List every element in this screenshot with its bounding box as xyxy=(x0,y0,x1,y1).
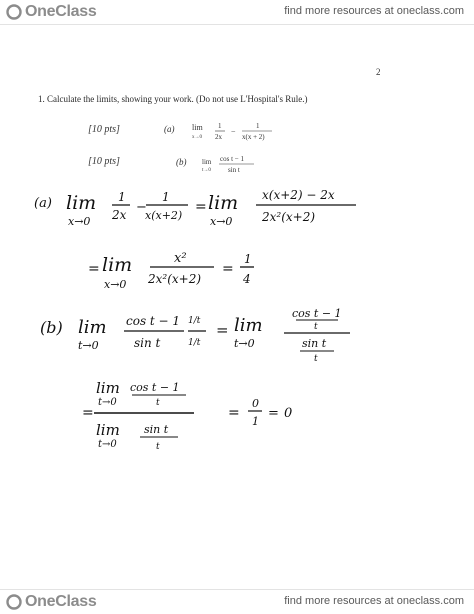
part-a-lim-sub: x→0 xyxy=(192,135,202,140)
svg-text:4: 4 xyxy=(243,272,251,286)
svg-text:cos t − 1: cos t − 1 xyxy=(126,314,181,328)
svg-text:2x²(x+2): 2x²(x+2) xyxy=(262,210,316,224)
part-a-label: (a) xyxy=(164,124,175,134)
problem-statement: 1. Calculate the limits, showing your work. (Do not use L'Hospital's Rule.) xyxy=(38,94,308,104)
svg-text:t: t xyxy=(314,322,318,332)
svg-text:=: = xyxy=(228,405,240,421)
svg-text:=: = xyxy=(195,199,207,215)
svg-text:=: = xyxy=(216,321,229,339)
svg-text:t→0: t→0 xyxy=(98,397,117,408)
oneclass-logo-icon xyxy=(6,4,22,20)
svg-text:x(x+2) − 2x: x(x+2) − 2x xyxy=(262,188,335,202)
svg-text:=: = xyxy=(82,405,94,421)
svg-text:lim: lim xyxy=(102,254,133,276)
part-b-typed-expression xyxy=(200,151,320,179)
svg-text:sin t: sin t xyxy=(144,423,169,436)
solution-b-label: (b) xyxy=(40,318,63,337)
part-b-lim-sub: t→0 xyxy=(202,168,211,173)
oneclass-footer-logo-icon xyxy=(6,594,22,610)
part-a-typed-expression xyxy=(190,119,340,147)
svg-text:x²: x² xyxy=(174,251,187,266)
oneclass-footer-logo[interactable] xyxy=(6,593,96,611)
svg-text:1/t: 1/t xyxy=(188,316,201,326)
logo-text: OneClass xyxy=(25,3,97,20)
solution-a-label: (a) xyxy=(34,196,52,211)
svg-text:t: t xyxy=(314,354,318,364)
svg-text:lim: lim xyxy=(96,379,120,397)
a1-lim-sub: x→0 xyxy=(68,215,91,228)
svg-text:2x: 2x xyxy=(215,133,222,141)
svg-text:1: 1 xyxy=(256,122,260,130)
header-tagline-link[interactable]: find more resources at oneclass.com xyxy=(284,5,464,17)
solution-a-line-1 xyxy=(30,183,370,243)
solution-a-line-2 xyxy=(86,243,286,301)
svg-text:sin t: sin t xyxy=(134,336,161,350)
part-a-points: [10 pts] xyxy=(88,124,120,135)
svg-text:1: 1 xyxy=(162,190,170,204)
svg-text:1: 1 xyxy=(118,190,126,204)
svg-text:cos t − 1: cos t − 1 xyxy=(220,155,244,163)
svg-text:cos t − 1: cos t − 1 xyxy=(292,307,342,320)
svg-text:lim: lim xyxy=(78,317,107,338)
svg-text:0: 0 xyxy=(284,406,293,421)
svg-text:2x²(x+2): 2x²(x+2) xyxy=(148,272,202,286)
page-number: 2 xyxy=(376,67,381,77)
svg-text:lim: lim xyxy=(234,315,263,336)
svg-text:lim: lim xyxy=(96,421,120,439)
svg-text:lim: lim xyxy=(208,192,239,214)
oneclass-logo[interactable] xyxy=(6,3,96,21)
svg-text:=: = xyxy=(88,261,100,277)
svg-text:sin t: sin t xyxy=(228,166,240,174)
svg-text:sin t: sin t xyxy=(302,337,327,350)
svg-text:1: 1 xyxy=(244,252,252,266)
footer-tagline-link[interactable]: find more resources at oneclass.com xyxy=(284,595,464,607)
svg-text:=: = xyxy=(222,261,234,277)
part-b-label: (b) xyxy=(176,157,187,167)
document-page xyxy=(0,25,474,588)
svg-text:−: − xyxy=(136,200,147,215)
solution-b-line-1 xyxy=(38,305,378,371)
part-a-lim: lim xyxy=(192,123,203,132)
footer-logo-text: OneClass xyxy=(25,593,97,610)
svg-text:0: 0 xyxy=(252,397,259,410)
svg-text:=: = xyxy=(268,406,279,421)
svg-text:cos t − 1: cos t − 1 xyxy=(130,381,180,394)
svg-text:t: t xyxy=(156,398,160,408)
svg-text:t→0: t→0 xyxy=(78,339,99,352)
svg-text:x→0: x→0 xyxy=(210,215,233,228)
svg-text:x(x+2): x(x+2) xyxy=(145,209,183,222)
svg-text:x(x + 2): x(x + 2) xyxy=(242,133,265,141)
svg-text:2x: 2x xyxy=(112,208,127,222)
svg-text:1: 1 xyxy=(218,122,222,130)
top-header-bar xyxy=(0,0,474,25)
svg-text:x→0: x→0 xyxy=(104,278,127,291)
svg-text:1/t: 1/t xyxy=(188,338,201,348)
svg-text:t→0: t→0 xyxy=(98,439,117,450)
bottom-footer-bar xyxy=(0,589,474,614)
solution-b-line-2 xyxy=(82,375,322,459)
svg-text:t→0: t→0 xyxy=(234,337,255,350)
a1-lim: lim xyxy=(66,192,97,214)
svg-text:t: t xyxy=(156,442,160,452)
part-b-lim: lim xyxy=(202,158,212,166)
svg-text:1: 1 xyxy=(252,415,259,428)
svg-text:−: − xyxy=(231,127,236,136)
part-b-points: [10 pts] xyxy=(88,156,120,167)
